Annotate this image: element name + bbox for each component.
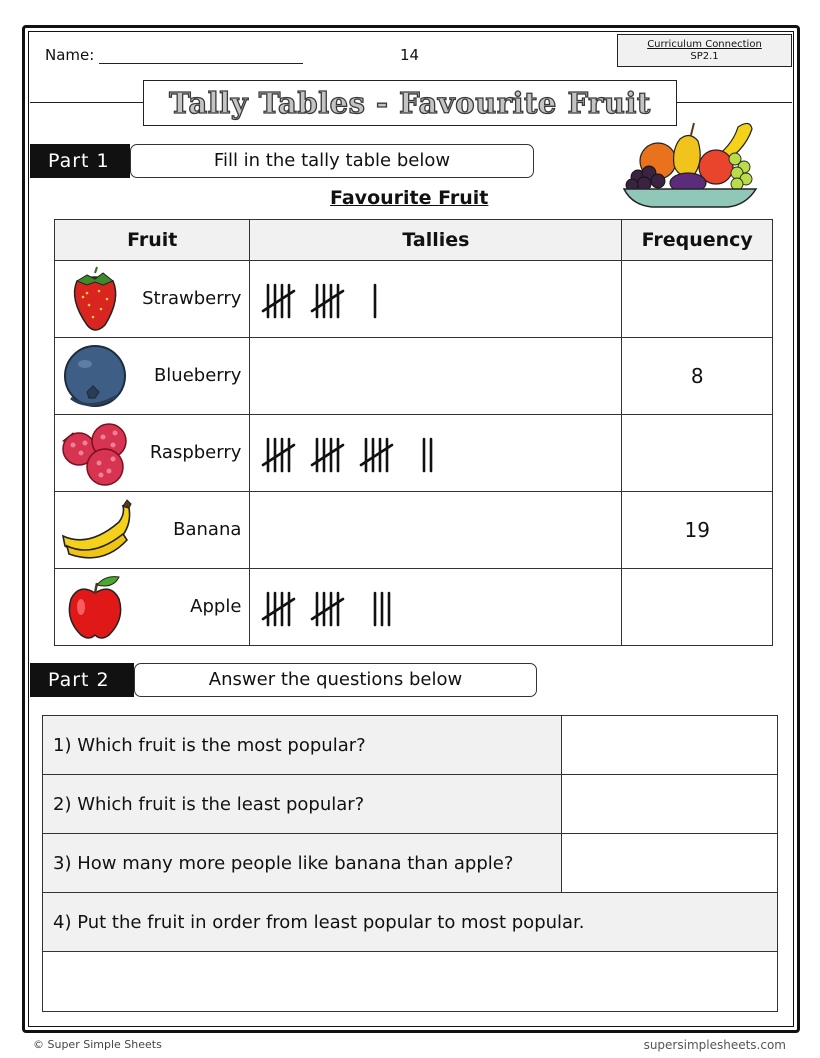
- answer-box[interactable]: [562, 716, 778, 775]
- name-field[interactable]: [99, 63, 303, 64]
- table-row: [55, 569, 773, 646]
- apple-icon: [59, 573, 133, 641]
- website-text: supersimplesheets.com: [643, 1038, 786, 1052]
- fruit-cell: [55, 338, 250, 415]
- table-row: [55, 492, 773, 569]
- question-row: [43, 775, 778, 834]
- fruit-cell: [55, 569, 250, 646]
- curriculum-code: SP2.1: [690, 51, 719, 62]
- answer-box[interactable]: [562, 775, 778, 834]
- question-row: [43, 716, 778, 775]
- banana-icon: [59, 496, 133, 564]
- name-label: Name:: [45, 46, 95, 64]
- page-number: 14: [400, 46, 420, 64]
- frequency-cell[interactable]: [622, 261, 773, 338]
- part1-instruction: Fill in the tally table below: [130, 144, 534, 178]
- tally-cell[interactable]: [250, 415, 622, 492]
- table-row: [55, 415, 773, 492]
- frequency-cell[interactable]: 8: [622, 338, 773, 415]
- tally-marks: [250, 338, 621, 414]
- question-text: 1) Which fruit is the most popular?: [43, 716, 562, 775]
- table-row: [55, 338, 773, 415]
- fruit-cell: [55, 415, 250, 492]
- blueberry-icon: [59, 342, 133, 410]
- header-tallies: Tallies: [250, 220, 622, 261]
- part1-label: Part 1: [30, 144, 130, 178]
- fruit-cell: [55, 492, 250, 569]
- fruit-bowl-icon: [618, 117, 760, 213]
- frequency-cell[interactable]: 19: [622, 492, 773, 569]
- part2-label: Part 2: [30, 663, 134, 697]
- header-frequency: Frequency: [622, 220, 773, 261]
- fruit-name: Raspberry: [149, 442, 242, 463]
- tally-marks: [250, 569, 621, 645]
- curriculum-title: Curriculum Connection: [647, 39, 762, 50]
- question-text: 2) Which fruit is the least popular?: [43, 775, 562, 834]
- fruit-name: Apple: [190, 596, 242, 617]
- fruit-name: Strawberry: [142, 288, 242, 309]
- question-text: 4) Put the fruit in order from least popular to most popular.: [43, 893, 778, 952]
- answer-box[interactable]: [43, 952, 778, 1012]
- question-row: [43, 893, 778, 952]
- tally-cell[interactable]: [250, 569, 622, 646]
- part2-instruction: Answer the questions below: [134, 663, 537, 697]
- tally-table: [54, 219, 773, 646]
- fruit-cell: [55, 261, 250, 338]
- tally-cell[interactable]: [250, 338, 622, 415]
- tally-cell[interactable]: [250, 492, 622, 569]
- raspberry-icon: [59, 419, 133, 487]
- table-row: [55, 261, 773, 338]
- fruit-name: Banana: [173, 519, 242, 540]
- copyright-text: © Super Simple Sheets: [33, 1038, 162, 1051]
- fruit-name: Blueberry: [153, 365, 242, 386]
- answer-row: [43, 952, 778, 1012]
- curriculum-connection-box: [617, 34, 792, 67]
- tally-cell[interactable]: [250, 261, 622, 338]
- frequency-cell[interactable]: [622, 415, 773, 492]
- question-text: 3) How many more people like banana than apple?: [43, 834, 562, 893]
- tally-marks: [250, 261, 621, 337]
- tally-marks: [250, 415, 621, 491]
- question-row: [43, 834, 778, 893]
- questions-table: [42, 715, 778, 1012]
- tally-marks: [250, 492, 621, 568]
- title-banner: [143, 80, 677, 126]
- frequency-cell[interactable]: [622, 569, 773, 646]
- strawberry-icon: [59, 265, 133, 333]
- table-title: Favourite Fruit: [330, 187, 489, 209]
- header-fruit: Fruit: [55, 220, 250, 261]
- page-title: Tally Tables - Favourite Fruit: [169, 86, 651, 120]
- answer-box[interactable]: [562, 834, 778, 893]
